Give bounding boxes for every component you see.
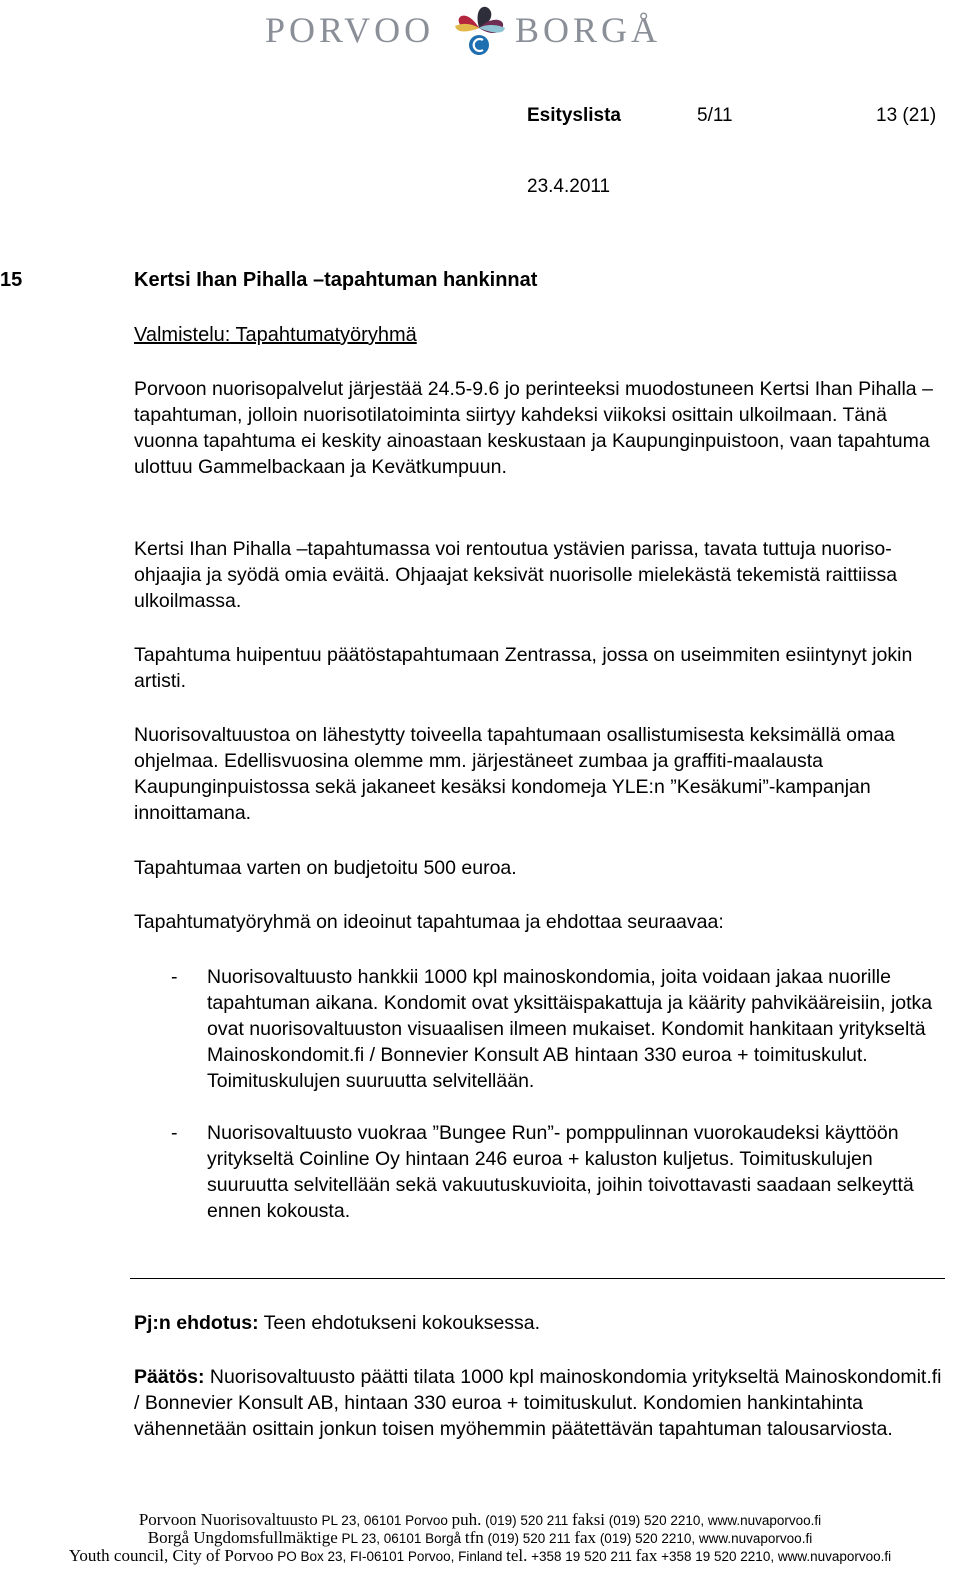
- document-date: 23.4.2011: [527, 176, 611, 197]
- footer-fax: (019) 520 2210, www.nuvaporvoo.fi: [596, 1531, 813, 1546]
- paragraph-youth-council: Nuorisovaltuustoa on lähestytty toiveella tapahtumaan osallistumisesta keksimällä omaa ohjelmaa. Edellisvuosina olemme mm. järjestäneet zumbaa ja graffiti-maalausta Kaupunginpuistossa sekä jakaneet kesäksi kondomeja YLE:n ”Kesäkumi”-kampanjan innoittamana.: [134, 724, 895, 824]
- decision: [134, 1364, 949, 1442]
- list-item-text: Nuorisovaltuusto hankkii 1000 kpl mainoskondomia, joita voidaan jakaa nuorille tapahtuman aikana. Kondomit ovat yksittäispakattuja ja käärity pahvikääreisiin, jotka ovat nuorisovaltuuston visuaalisen ilmeen mukaiset. Kondomit hankitaan yritykseltä Mainoskondomit.fi / Bonnevier Konsult AB hintaan 330 euroa + toimituskulut. Toimituskulujen suuruutta selvitellään.: [207, 966, 933, 1092]
- page-number: 13 (21): [876, 105, 937, 126]
- paragraph-budget: Tapahtumaa varten on budjetoitu 500 euroa.: [134, 857, 517, 879]
- footer-fax-label: faksi: [571, 1510, 606, 1529]
- paragraph-proposal-intro: Tapahtumatyöryhmä on ideoinut tapahtumaa ja ehdottaa seuraavaa:: [134, 911, 724, 933]
- footer-phone-label: tfn: [464, 1528, 484, 1547]
- footer-address: PL 23, 06101 Borgå: [337, 1531, 465, 1546]
- chair-proposal: [134, 1310, 949, 1336]
- footer-phone-label: puh.: [451, 1510, 482, 1529]
- item-number: 15: [0, 269, 23, 291]
- chair-proposal-text: Teen ehdotukseni kokouksessa.: [258, 1312, 541, 1334]
- footer-fax-label: fax: [574, 1528, 597, 1547]
- logo-emblem-icon: [443, 2, 515, 58]
- list-bullet: -: [171, 966, 178, 988]
- footer-address: PL 23, 06101 Porvoo: [317, 1513, 452, 1528]
- footer-line-english: [0, 1547, 960, 1566]
- logo-word-porvoo: PORVOO: [265, 10, 435, 50]
- list-item-text: Nuorisovaltuusto vuokraa ”Bungee Run”- pomppulinnan vuorokaudeksi käyttöön yritykseltä Coinline Oy hintaan 246 euroa + kaluston kuljetus. Toimituskulujen suuruutta selvitellään sekä vakuutuskuvioita, joihin toivottavasti saadaan selkeyttä ennen kokousta.: [207, 1122, 914, 1222]
- footer-phone: +358 19 520 211: [527, 1549, 636, 1564]
- footer-phone: (019) 520 211: [483, 1531, 575, 1546]
- section-divider: [130, 1278, 945, 1279]
- list-bullet: -: [171, 1122, 178, 1144]
- paragraph-activities: Kertsi Ihan Pihalla –tapahtumassa voi rentoutua ystävien parissa, tavata tuttuja nuoriso-ohjaajia ja syödä omia eväitä. Ohjaajat keksivät nuorisolle mielekästä tekemistä raittiissa ulkoilmassa.: [134, 538, 898, 612]
- footer-org: Youth council, City of Porvoo: [68, 1546, 274, 1565]
- paragraph-intro: Porvoon nuorisopalvelut järjestää 24.5-9.6 jo perinteeksi muodostuneen Kertsi Ihan Pihalla –tapahtuman, jolloin nuorisotilatoiminta siirtyy kahdeksi viikoksi osittain ulkoilmaan. Tänä vuonna tapahtuma ei keskity ainoastaan keskustaan ja Kaupunginpuistoon, vaan tapahtuma ulottuu Gammelbackaan ja Kevätkumpuun.: [134, 378, 933, 478]
- paragraph-finale: Tapahtuma huipentuu päätöstapahtumaan Zentrassa, jossa on useimmiten esiintynyt jokin artisti.: [134, 644, 913, 692]
- footer-org: Porvoon Nuorisovaltuusto: [138, 1510, 318, 1529]
- logo-word-borga: BORGÅ: [515, 10, 662, 50]
- footer-fax: +358 19 520 2210, www.nuvaporvoo.fi: [657, 1549, 892, 1564]
- footer-phone-label: tel.: [506, 1546, 528, 1565]
- chair-proposal-label: Pj:n ehdotus:: [134, 1312, 259, 1334]
- footer-address: PO Box 23, FI-06101 Porvoo, Finland: [273, 1549, 507, 1564]
- section-number: 5/11: [697, 105, 733, 126]
- footer-fax: (019) 520 2210, www.nuvaporvoo.fi: [605, 1513, 822, 1528]
- footer-phone: (019) 520 211: [481, 1513, 572, 1528]
- document-type: Esityslista: [527, 105, 621, 126]
- item-title: Kertsi Ihan Pihalla –tapahtuman hankinnat: [134, 269, 538, 291]
- decision-text: Nuorisovaltuusto päätti tilata 1000 kpl mainoskondomia yritykseltä Mainoskondomit.fi / Bonnevier Konsult AB, hintaan 330 euroa + toimituskulut. Kondomien hankintahinta vähennetään osittain jonkun toisen myöhemmin päätettävän tapahtuman talousarviosta.: [134, 1366, 942, 1440]
- item-preparation: Valmistelu: Tapahtumatyöryhmä: [134, 324, 417, 346]
- porvoo-borga-logo: [265, 2, 685, 58]
- footer-org: Borgå Ungdomsfullmäktige: [147, 1528, 338, 1547]
- footer-fax-label: fax: [635, 1546, 658, 1565]
- decision-label: Päätös:: [134, 1366, 205, 1388]
